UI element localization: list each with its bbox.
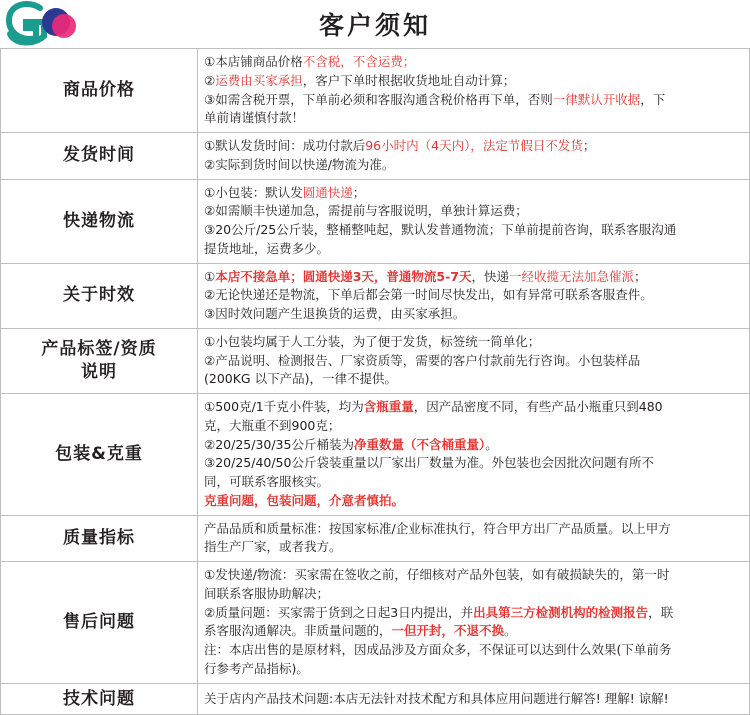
notice-text: 本店不接急单；圆通快递3天，普通物流5-7天 bbox=[215, 268, 472, 284]
notice-line bbox=[204, 202, 743, 221]
notice-text: 产品品质和质量标准：按国家标准/企业标准执行，符合甲方出厂产品质量。以上甲方 bbox=[204, 520, 671, 536]
notice-line bbox=[204, 156, 743, 175]
notice-line bbox=[204, 417, 743, 436]
notice-row-label: 快递物流 bbox=[1, 179, 198, 263]
notice-row-content bbox=[198, 179, 750, 263]
notice-text: 关于店内产品技术问题:本店无法针对技术配方和具体应用问题进行解答! 理解! 谅解! bbox=[204, 690, 669, 706]
notice-row bbox=[1, 263, 750, 328]
notice-text: ①500克/1千克小件装，均为 bbox=[204, 399, 364, 414]
notice-line bbox=[204, 641, 743, 660]
notice-text: 。 bbox=[485, 436, 498, 452]
notice-text: 。 bbox=[504, 623, 517, 639]
notice-line bbox=[204, 436, 743, 455]
notice-line bbox=[204, 454, 743, 473]
notice-text: 一经收揽无法加急催派 bbox=[509, 268, 635, 284]
notice-line bbox=[204, 91, 743, 110]
notice-text: 96小时内（4天内），法定节假日不发货 bbox=[365, 138, 583, 153]
notice-line bbox=[204, 137, 743, 156]
notice-text: 克重问题，包装问题，介意者慎拍。 bbox=[204, 492, 405, 508]
notice-row-label: 商品价格 bbox=[1, 49, 198, 133]
notice-table-body bbox=[1, 49, 750, 715]
notice-text: 不含税，不含运费； bbox=[302, 54, 416, 69]
notice-text: 出具第三方检测机构的检测报告 bbox=[473, 604, 649, 620]
notice-row-content bbox=[198, 263, 750, 328]
notice-text: ② bbox=[204, 72, 216, 88]
notice-text: ②无论快递还是物流，下单后都会第一时间尽快发出，如有异常可联系客服查件。 bbox=[204, 287, 653, 303]
notice-text: ； bbox=[582, 138, 596, 153]
notice-text: ①小包装：默认发 bbox=[204, 184, 303, 200]
notice-text: ③20/25/40/50公斤袋装重量以厂家出厂数量为准。外包装也会因批次问题有所不 bbox=[204, 455, 654, 471]
notice-row-content bbox=[198, 49, 750, 133]
notice-row bbox=[1, 515, 750, 562]
notice-text: ③因时效问题产生退换货的运费，由买家承担。 bbox=[204, 306, 466, 321]
notice-text: ①本店铺商品价格 bbox=[204, 54, 303, 69]
notice-text: ②质量问题：买家需于货到之日起3日内提出，并 bbox=[204, 604, 474, 620]
notice-line bbox=[204, 72, 743, 91]
notice-row-label: 技术问题 bbox=[1, 683, 198, 715]
notice-text: ，快递 bbox=[471, 268, 510, 284]
notice-row-content bbox=[198, 394, 750, 516]
notice-row-label: 产品标签/资质 说明 bbox=[1, 328, 198, 393]
notice-table bbox=[0, 48, 750, 715]
notice-text: ③20公斤/25公斤装，整桶整吨起，默认发普通物流；下单前提前咨询，联系客服沟通 bbox=[204, 222, 677, 237]
notice-text: 一但开封，不退不换 bbox=[391, 623, 505, 639]
notice-row bbox=[1, 133, 750, 180]
notice-line bbox=[204, 585, 743, 604]
notice-text: 运费由买家承担 bbox=[215, 72, 303, 88]
notice-line bbox=[204, 352, 743, 371]
notice-line bbox=[204, 492, 743, 511]
notice-text: 单前请谨慎付款！ bbox=[204, 110, 305, 126]
notice-line bbox=[204, 520, 743, 539]
notice-text: 指生产厂家，或者我方。 bbox=[204, 539, 342, 555]
notice-row bbox=[1, 683, 750, 715]
notice-line bbox=[204, 690, 743, 709]
notice-row-content bbox=[198, 683, 750, 715]
notice-line bbox=[204, 109, 743, 128]
notice-text: ① bbox=[204, 268, 216, 284]
notice-row-content bbox=[198, 562, 750, 684]
notice-text: ②如需顺丰快递加急，需提前与客服说明，单独计算运费； bbox=[204, 203, 528, 219]
notice-text: ②20/25/30/35公斤桶装为 bbox=[204, 436, 354, 452]
notice-text: 含瓶重量 bbox=[363, 399, 414, 414]
notice-text: ，联 bbox=[648, 604, 674, 620]
notice-text: 圆通快递 bbox=[302, 184, 353, 200]
notice-row bbox=[1, 179, 750, 263]
notice-line bbox=[204, 604, 743, 623]
notice-text: 克，大瓶重不到900克； bbox=[204, 417, 341, 433]
notice-text: ①发快递/物流：买家需在签收之前，仔细核对产品外包装，如有破损缺失的，第一时 bbox=[204, 567, 670, 582]
notice-line bbox=[204, 398, 743, 417]
notice-line bbox=[204, 333, 743, 352]
notice-line bbox=[204, 305, 743, 324]
notice-row-label: 发货时间 bbox=[1, 133, 198, 180]
notice-text: 提货地址，运费多少。 bbox=[204, 240, 330, 256]
notice-text: 行参考产品指标)。 bbox=[204, 660, 309, 676]
notice-line bbox=[204, 240, 743, 259]
notice-line bbox=[204, 53, 743, 72]
notice-row-label: 关于时效 bbox=[1, 263, 198, 328]
notice-text: ②产品说明、检测报告、厂家资质等，需要的客户付款前先行咨询。小包装样品 bbox=[204, 352, 641, 368]
notice-text: ①小包装均属于人工分装，为了便于发货，标签统一简单化； bbox=[204, 333, 541, 349]
notice-row-content bbox=[198, 328, 750, 393]
notice-line bbox=[204, 622, 743, 641]
notice-text: ，下 bbox=[640, 91, 666, 107]
notice-text: ； bbox=[634, 268, 647, 284]
notice-line bbox=[204, 286, 743, 305]
notice-text: 同，可联系客服核实。 bbox=[204, 474, 330, 489]
notice-line bbox=[204, 473, 743, 492]
notice-text: ，客户下单时根据收货地址自动计算； bbox=[302, 72, 516, 88]
notice-text: (200KG 以下产品)，一律不提供。 bbox=[204, 371, 397, 387]
notice-row bbox=[1, 562, 750, 684]
notice-line bbox=[204, 184, 743, 203]
notice-row bbox=[1, 328, 750, 393]
notice-line bbox=[204, 268, 743, 287]
notice-line bbox=[204, 370, 743, 389]
notice-text: 净重数量（不含桶重量） bbox=[353, 436, 486, 452]
notice-row bbox=[1, 394, 750, 516]
notice-row-label: 包装&克重 bbox=[1, 394, 198, 516]
notice-text: ③如需含税开票，下单前必须和客服沟通含税价格再下单，否则 bbox=[204, 91, 553, 107]
notice-row-content bbox=[198, 133, 750, 180]
notice-text: 一律默认开收据 bbox=[552, 91, 641, 107]
notice-row-content bbox=[198, 515, 750, 562]
notice-row-label: 售后问题 bbox=[1, 562, 198, 684]
notice-text: 间联系客服协助解决； bbox=[204, 585, 330, 601]
notice-row bbox=[1, 49, 750, 133]
notice-text: ，因产品密度不同，有些产品小瓶重只到480 bbox=[413, 399, 663, 414]
brand-logo-icon bbox=[6, 2, 80, 46]
notice-text: ②实际到货时间以快递/物流为准。 bbox=[204, 156, 395, 172]
page-title: 客户须知 bbox=[318, 11, 431, 40]
notice-text: 系客服沟通解决。非质量问题的， bbox=[204, 623, 392, 639]
notice-line bbox=[204, 221, 743, 240]
notice-text: ； bbox=[352, 184, 366, 200]
notice-text: 注：本店出售的是原材料，因成品涉及方面众多，不保证可以达到什么效果(下单前务 bbox=[204, 642, 672, 657]
page-header bbox=[0, 0, 750, 48]
notice-line bbox=[204, 660, 743, 679]
notice-row-label: 质量指标 bbox=[1, 515, 198, 562]
notice-text: ①默认发货时间：成功付款后 bbox=[204, 138, 366, 153]
notice-line bbox=[204, 566, 743, 585]
notice-line bbox=[204, 538, 743, 557]
